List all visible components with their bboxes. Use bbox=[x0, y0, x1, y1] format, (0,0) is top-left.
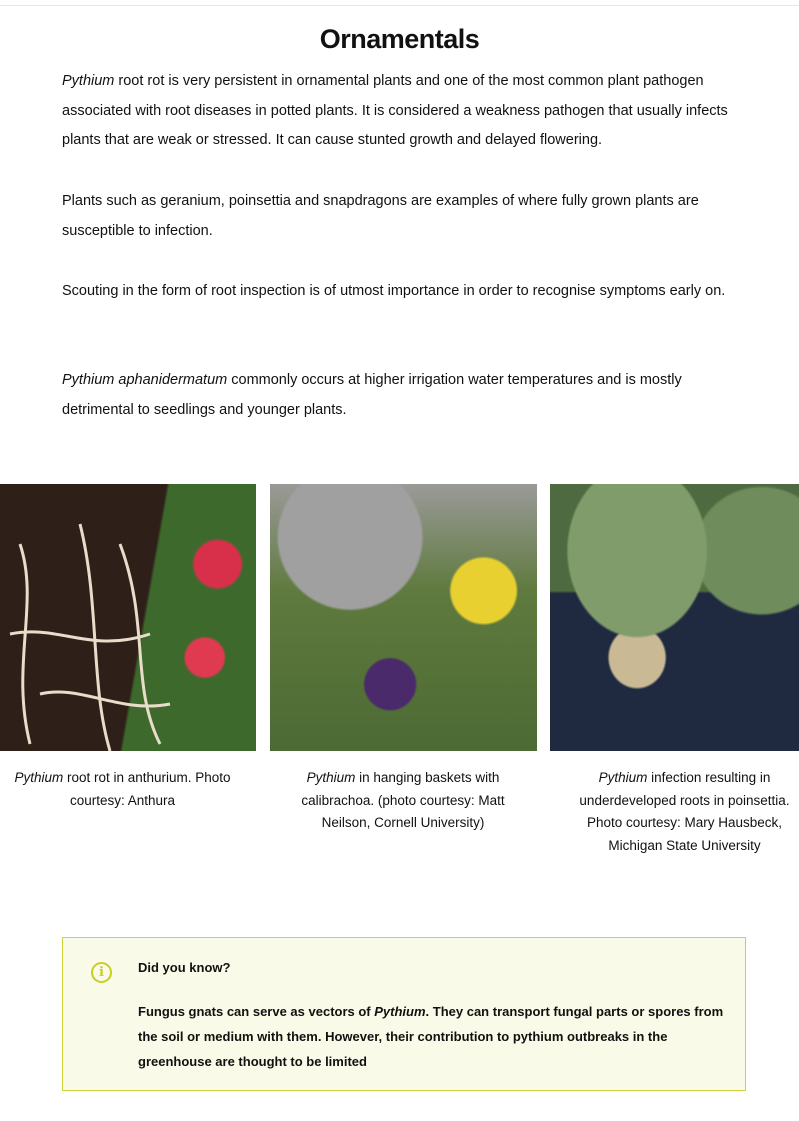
species-name: Pythium bbox=[374, 1004, 426, 1019]
callout-text: Fungus gnats can serve as vectors of bbox=[138, 1004, 375, 1019]
photo-poinsettia-roots bbox=[550, 484, 799, 751]
caption-text: in hanging baskets with calibrachoa. (photo courtesy: Matt Neilson, Cornell University) bbox=[301, 770, 505, 830]
callout-text: . They can transport fungal parts or spores from the soil or medium with them. However, their contribution to pythium outbreaks in the greenhouse are thought to be limited bbox=[138, 1004, 724, 1069]
figure-caption-anthurium bbox=[0, 767, 245, 812]
photo-hanging-basket bbox=[270, 484, 537, 751]
species-name: Pythium bbox=[306, 770, 356, 785]
caption-text: infection resulting in underdeveloped roots in poinsettia. Photo courtesy: Mary Hausbeck, Michigan State University bbox=[579, 770, 790, 853]
species-name: Pythium bbox=[598, 770, 648, 785]
callout-body bbox=[138, 999, 738, 1074]
callout-title: Did you know? bbox=[138, 960, 231, 975]
paragraph-aphanidermatum bbox=[62, 366, 752, 425]
info-icon: i bbox=[91, 962, 112, 983]
figure-caption-poinsettia bbox=[562, 767, 799, 857]
top-divider bbox=[0, 5, 799, 6]
paragraph-text: commonly occurs at higher irrigation water temperatures and is mostly detrimental to seedlings and younger plants. bbox=[62, 372, 682, 418]
paragraph-text: root rot is very persistent in ornamental plants and one of the most common plant pathogen associated with root diseases in potted plants. It is considered a weakness pathogen that usually infects plants that are weak or stressed. It can cause stunted growth and delayed flowering. bbox=[62, 73, 728, 148]
figure-caption-calibrachoa bbox=[283, 767, 523, 835]
paragraph-susceptible bbox=[62, 187, 752, 246]
paragraph-text: Plants such as geranium, poinsettia and snapdragons are examples of where fully grown plants are susceptible to infection. bbox=[62, 193, 699, 239]
did-you-know-callout bbox=[62, 937, 746, 1091]
roots-illustration bbox=[0, 484, 256, 751]
caption-text: root rot in anthurium. Photo courtesy: Anthura bbox=[63, 770, 231, 808]
species-name: Pythium aphanidermatum bbox=[62, 372, 228, 388]
species-name: Pythium bbox=[62, 73, 115, 89]
paragraph-scouting bbox=[62, 277, 752, 307]
species-name: Pythium bbox=[14, 770, 64, 785]
paragraph-intro bbox=[62, 67, 752, 156]
photo-anthurium-roots bbox=[0, 484, 256, 751]
paragraph-text: Scouting in the form of root inspection is of utmost importance in order to recognise symptoms early on. bbox=[62, 283, 726, 299]
page-title: Ornamentals bbox=[319, 24, 480, 54]
